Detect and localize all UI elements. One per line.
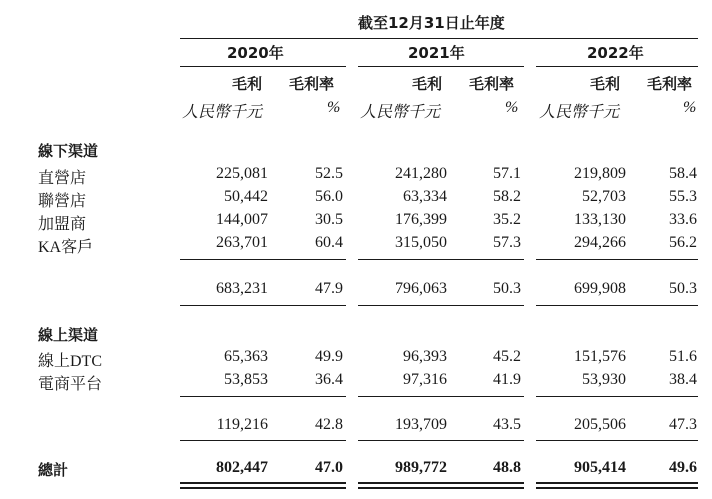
row-label: 直營店 (38, 170, 87, 187)
subtotal-bottom-rule-2020 (180, 305, 346, 306)
year-header-2021: 2021年 (408, 44, 465, 62)
cell-gross-profit-2022: 52,703 (582, 188, 626, 205)
year-header-2020: 2020年 (227, 44, 284, 62)
section-title-online: 線上渠道 (38, 326, 99, 344)
cell-gross-profit-2022: 133,130 (574, 211, 626, 228)
cell-gross-profit-2022: 905,414 (574, 459, 626, 476)
cell-gross-profit-2021: 796,063 (395, 280, 447, 297)
cell-gross-profit-2022: 219,809 (574, 165, 626, 182)
header-rule (180, 38, 698, 39)
row-label: 線上DTC (38, 353, 103, 370)
cell-gross-profit-2022: 294,266 (574, 234, 626, 251)
year-rule-2020 (180, 66, 346, 67)
total-label: 總計 (38, 461, 69, 479)
cell-margin-2020: 56.0 (315, 188, 343, 205)
year-header-2022: 2022年 (587, 44, 644, 62)
subtotal-rule-2022 (536, 259, 698, 260)
cell-margin-2021: 35.2 (493, 211, 521, 228)
cell-margin-2020: 30.5 (315, 211, 343, 228)
section-title-offline: 線下渠道 (38, 142, 99, 160)
cell-margin-2022: 50.3 (669, 280, 697, 297)
subtotal2-rule-2020 (180, 396, 346, 397)
cell-margin-2022: 33.6 (669, 211, 697, 228)
row-label: KA客戶 (38, 239, 94, 256)
col-margin-2020: 毛利率 (289, 75, 335, 93)
cell-margin-2021: 48.8 (493, 459, 521, 476)
cell-margin-2021: 41.9 (493, 371, 521, 388)
unit-pct-2021: % (505, 99, 519, 116)
total-double-rule-2020-b (180, 487, 346, 489)
cell-gross-profit-2021: 193,709 (395, 416, 447, 433)
cell-gross-profit-2020: 53,853 (224, 371, 268, 388)
cell-gross-profit-2021: 96,393 (403, 348, 447, 365)
col-margin-2022: 毛利率 (647, 75, 693, 93)
cell-gross-profit-2020: 802,447 (216, 459, 268, 476)
subtotal-rule-2021 (358, 259, 524, 260)
subtotal2-rule-2022 (536, 396, 698, 397)
cell-margin-2020: 49.9 (315, 348, 343, 365)
total-double-rule-2022-b (536, 487, 698, 489)
subtotal2-bottom-rule-2020 (180, 440, 346, 441)
cell-margin-2021: 43.5 (493, 416, 521, 433)
cell-gross-profit-2021: 97,316 (403, 371, 447, 388)
unit-pct-2022: % (683, 99, 697, 116)
cell-gross-profit-2020: 50,442 (224, 188, 268, 205)
subtotal-rule-2020 (180, 259, 346, 260)
period-header: 截至12月31日止年度 (358, 14, 505, 32)
unit-amount-2022: 人民幣千元 (539, 104, 620, 121)
cell-margin-2021: 57.3 (493, 234, 521, 251)
cell-gross-profit-2022: 53,930 (582, 371, 626, 388)
cell-margin-2022: 55.3 (669, 188, 697, 205)
col-margin-2021: 毛利率 (469, 75, 515, 93)
total-double-rule-2022-a (536, 482, 698, 484)
cell-margin-2022: 38.4 (669, 371, 697, 388)
col-gross-profit-2021: 毛利 (412, 75, 443, 93)
cell-gross-profit-2021: 241,280 (395, 165, 447, 182)
row-label: 聯營店 (38, 193, 87, 210)
cell-gross-profit-2020: 683,231 (216, 280, 268, 297)
cell-gross-profit-2020: 225,081 (216, 165, 268, 182)
col-gross-profit-2020: 毛利 (232, 75, 263, 93)
year-rule-2021 (358, 66, 524, 67)
cell-margin-2022: 56.2 (669, 234, 697, 251)
cell-gross-profit-2021: 989,772 (395, 459, 447, 476)
unit-amount-2020: 人民幣千元 (182, 104, 263, 121)
cell-gross-profit-2020: 144,007 (216, 211, 268, 228)
cell-margin-2020: 60.4 (315, 234, 343, 251)
cell-margin-2021: 45.2 (493, 348, 521, 365)
cell-margin-2020: 47.9 (315, 280, 343, 297)
cell-margin-2021: 57.1 (493, 165, 521, 182)
cell-margin-2020: 42.8 (315, 416, 343, 433)
row-label: 加盟商 (38, 216, 87, 233)
row-label: 電商平台 (38, 376, 103, 393)
subtotal2-bottom-rule-2022 (536, 440, 698, 441)
cell-gross-profit-2022: 151,576 (574, 348, 626, 365)
subtotal-bottom-rule-2021 (358, 305, 524, 306)
total-double-rule-2021-a (358, 482, 524, 484)
cell-gross-profit-2020: 65,363 (224, 348, 268, 365)
col-gross-profit-2022: 毛利 (590, 75, 621, 93)
unit-pct-2020: % (327, 99, 341, 116)
total-double-rule-2021-b (358, 487, 524, 489)
subtotal-bottom-rule-2022 (536, 305, 698, 306)
cell-margin-2020: 47.0 (315, 459, 343, 476)
cell-margin-2021: 50.3 (493, 280, 521, 297)
cell-gross-profit-2020: 119,216 (216, 416, 268, 433)
cell-gross-profit-2020: 263,701 (216, 234, 268, 251)
subtotal2-rule-2021 (358, 396, 524, 397)
cell-margin-2020: 36.4 (315, 371, 343, 388)
total-double-rule-2020-a (180, 482, 346, 484)
cell-gross-profit-2021: 176,399 (395, 211, 447, 228)
cell-gross-profit-2022: 699,908 (574, 280, 626, 297)
cell-margin-2022: 58.4 (669, 165, 697, 182)
cell-margin-2022: 47.3 (669, 416, 697, 433)
cell-gross-profit-2021: 315,050 (395, 234, 447, 251)
cell-gross-profit-2021: 63,334 (403, 188, 447, 205)
cell-margin-2022: 49.6 (669, 459, 697, 476)
cell-margin-2021: 58.2 (493, 188, 521, 205)
unit-amount-2021: 人民幣千元 (360, 104, 441, 121)
cell-gross-profit-2022: 205,506 (574, 416, 626, 433)
cell-margin-2020: 52.5 (315, 165, 343, 182)
cell-margin-2022: 51.6 (669, 348, 697, 365)
subtotal2-bottom-rule-2021 (358, 440, 524, 441)
year-rule-2022 (536, 66, 698, 67)
